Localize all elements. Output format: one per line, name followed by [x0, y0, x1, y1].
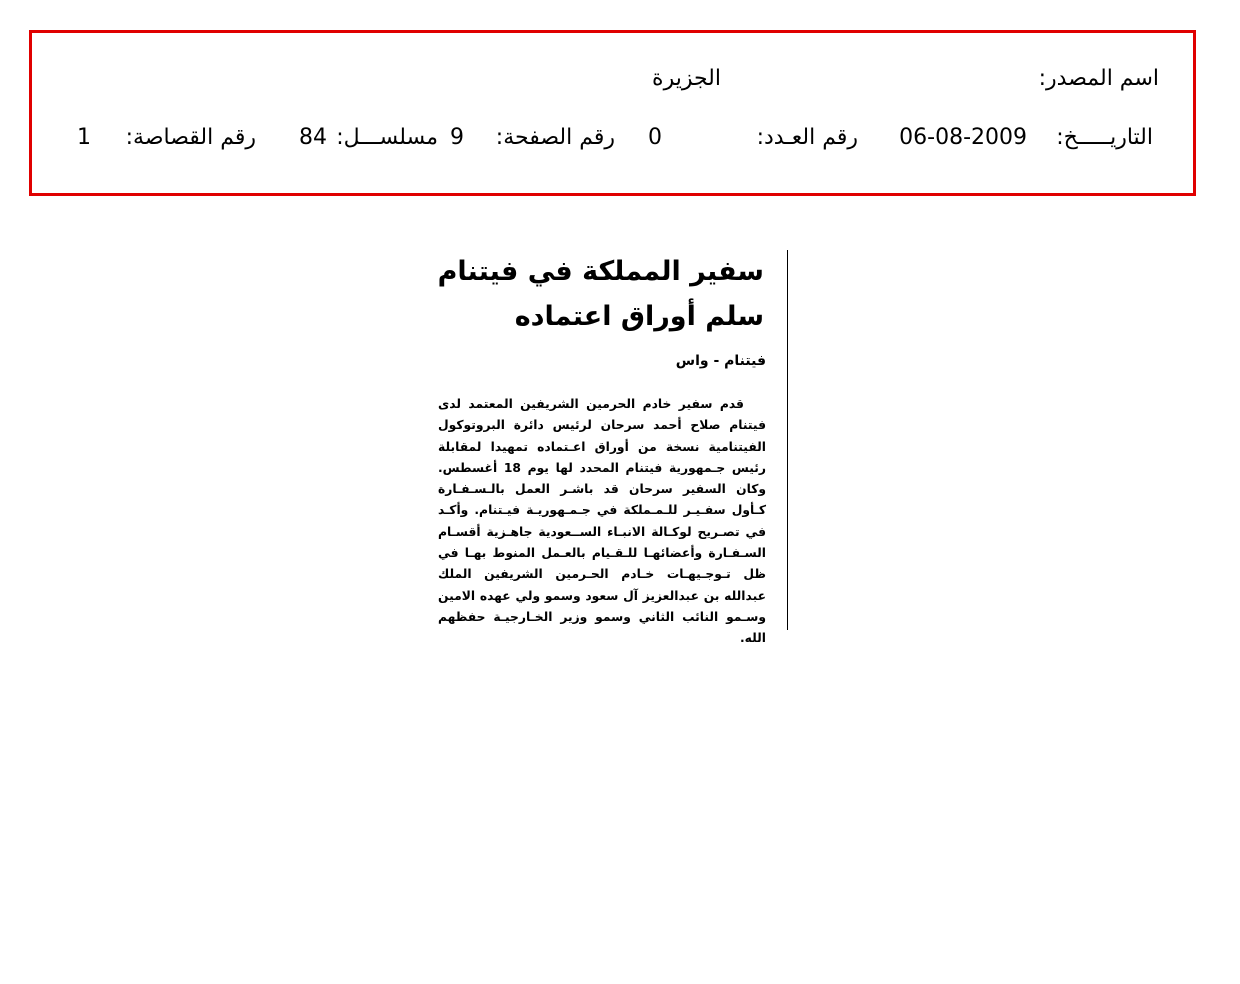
clip-label: رقم القصاصة:	[125, 125, 256, 150]
serial-value: 84	[299, 125, 327, 150]
headline-line-2: سلم أوراق اعتماده	[514, 301, 764, 332]
column-rule	[787, 250, 788, 630]
issue-value: 0	[648, 125, 662, 150]
headline-line-1: سفير المملكة في فيتنام	[437, 256, 764, 287]
page-value: 9	[450, 125, 464, 150]
article-body: قدم سفير خادم الحرمين الشريفين المعتمد لدى فيتنام صلاح أحمد سرحان لرئيس دائرة البروتوكول الفيتنامية نسخة من أوراق اعـتماده تمهيدا لمقابلة رئيس جـمهورية فيتنام المحدد لها يوم 18 أغسطس. وكان السفير سرحان قد باشـر العمل بالـسـفـارة كـأول سفـيـر للـمـملكة في جـمـهوريـة فيـتنام. وأكـد في تصـريح لوكـالة الانبـاء الســعودية جاهـزية أقسـام السـفـارة وأعضائهـا للـقـيام بالعـمل المنوط بهـا في ظل تـوجـيهـات خـادم الحـرمين الشريفين الملك عبدالله بن عبدالعزيز آل سعود وسمو ولي عهده الامين وسـمو النائب الثاني وسمو وزير الخـارجيـة حفظهم الله.	[438, 397, 766, 646]
date-label: التاريـــــخ:	[1056, 125, 1153, 150]
metadata-frame	[29, 30, 1196, 196]
clip-value: 1	[77, 125, 91, 150]
date-value: 06-08-2009	[899, 125, 1027, 150]
source-label: اسم المصدر:	[1038, 66, 1159, 91]
source-value: الجزيرة	[652, 66, 721, 91]
byline: فيتنام - واس	[675, 353, 766, 369]
page-label: رقم الصفحة:	[495, 125, 615, 150]
serial-label: مسلســـل:	[336, 125, 438, 150]
issue-label: رقم العـدد:	[756, 125, 858, 150]
